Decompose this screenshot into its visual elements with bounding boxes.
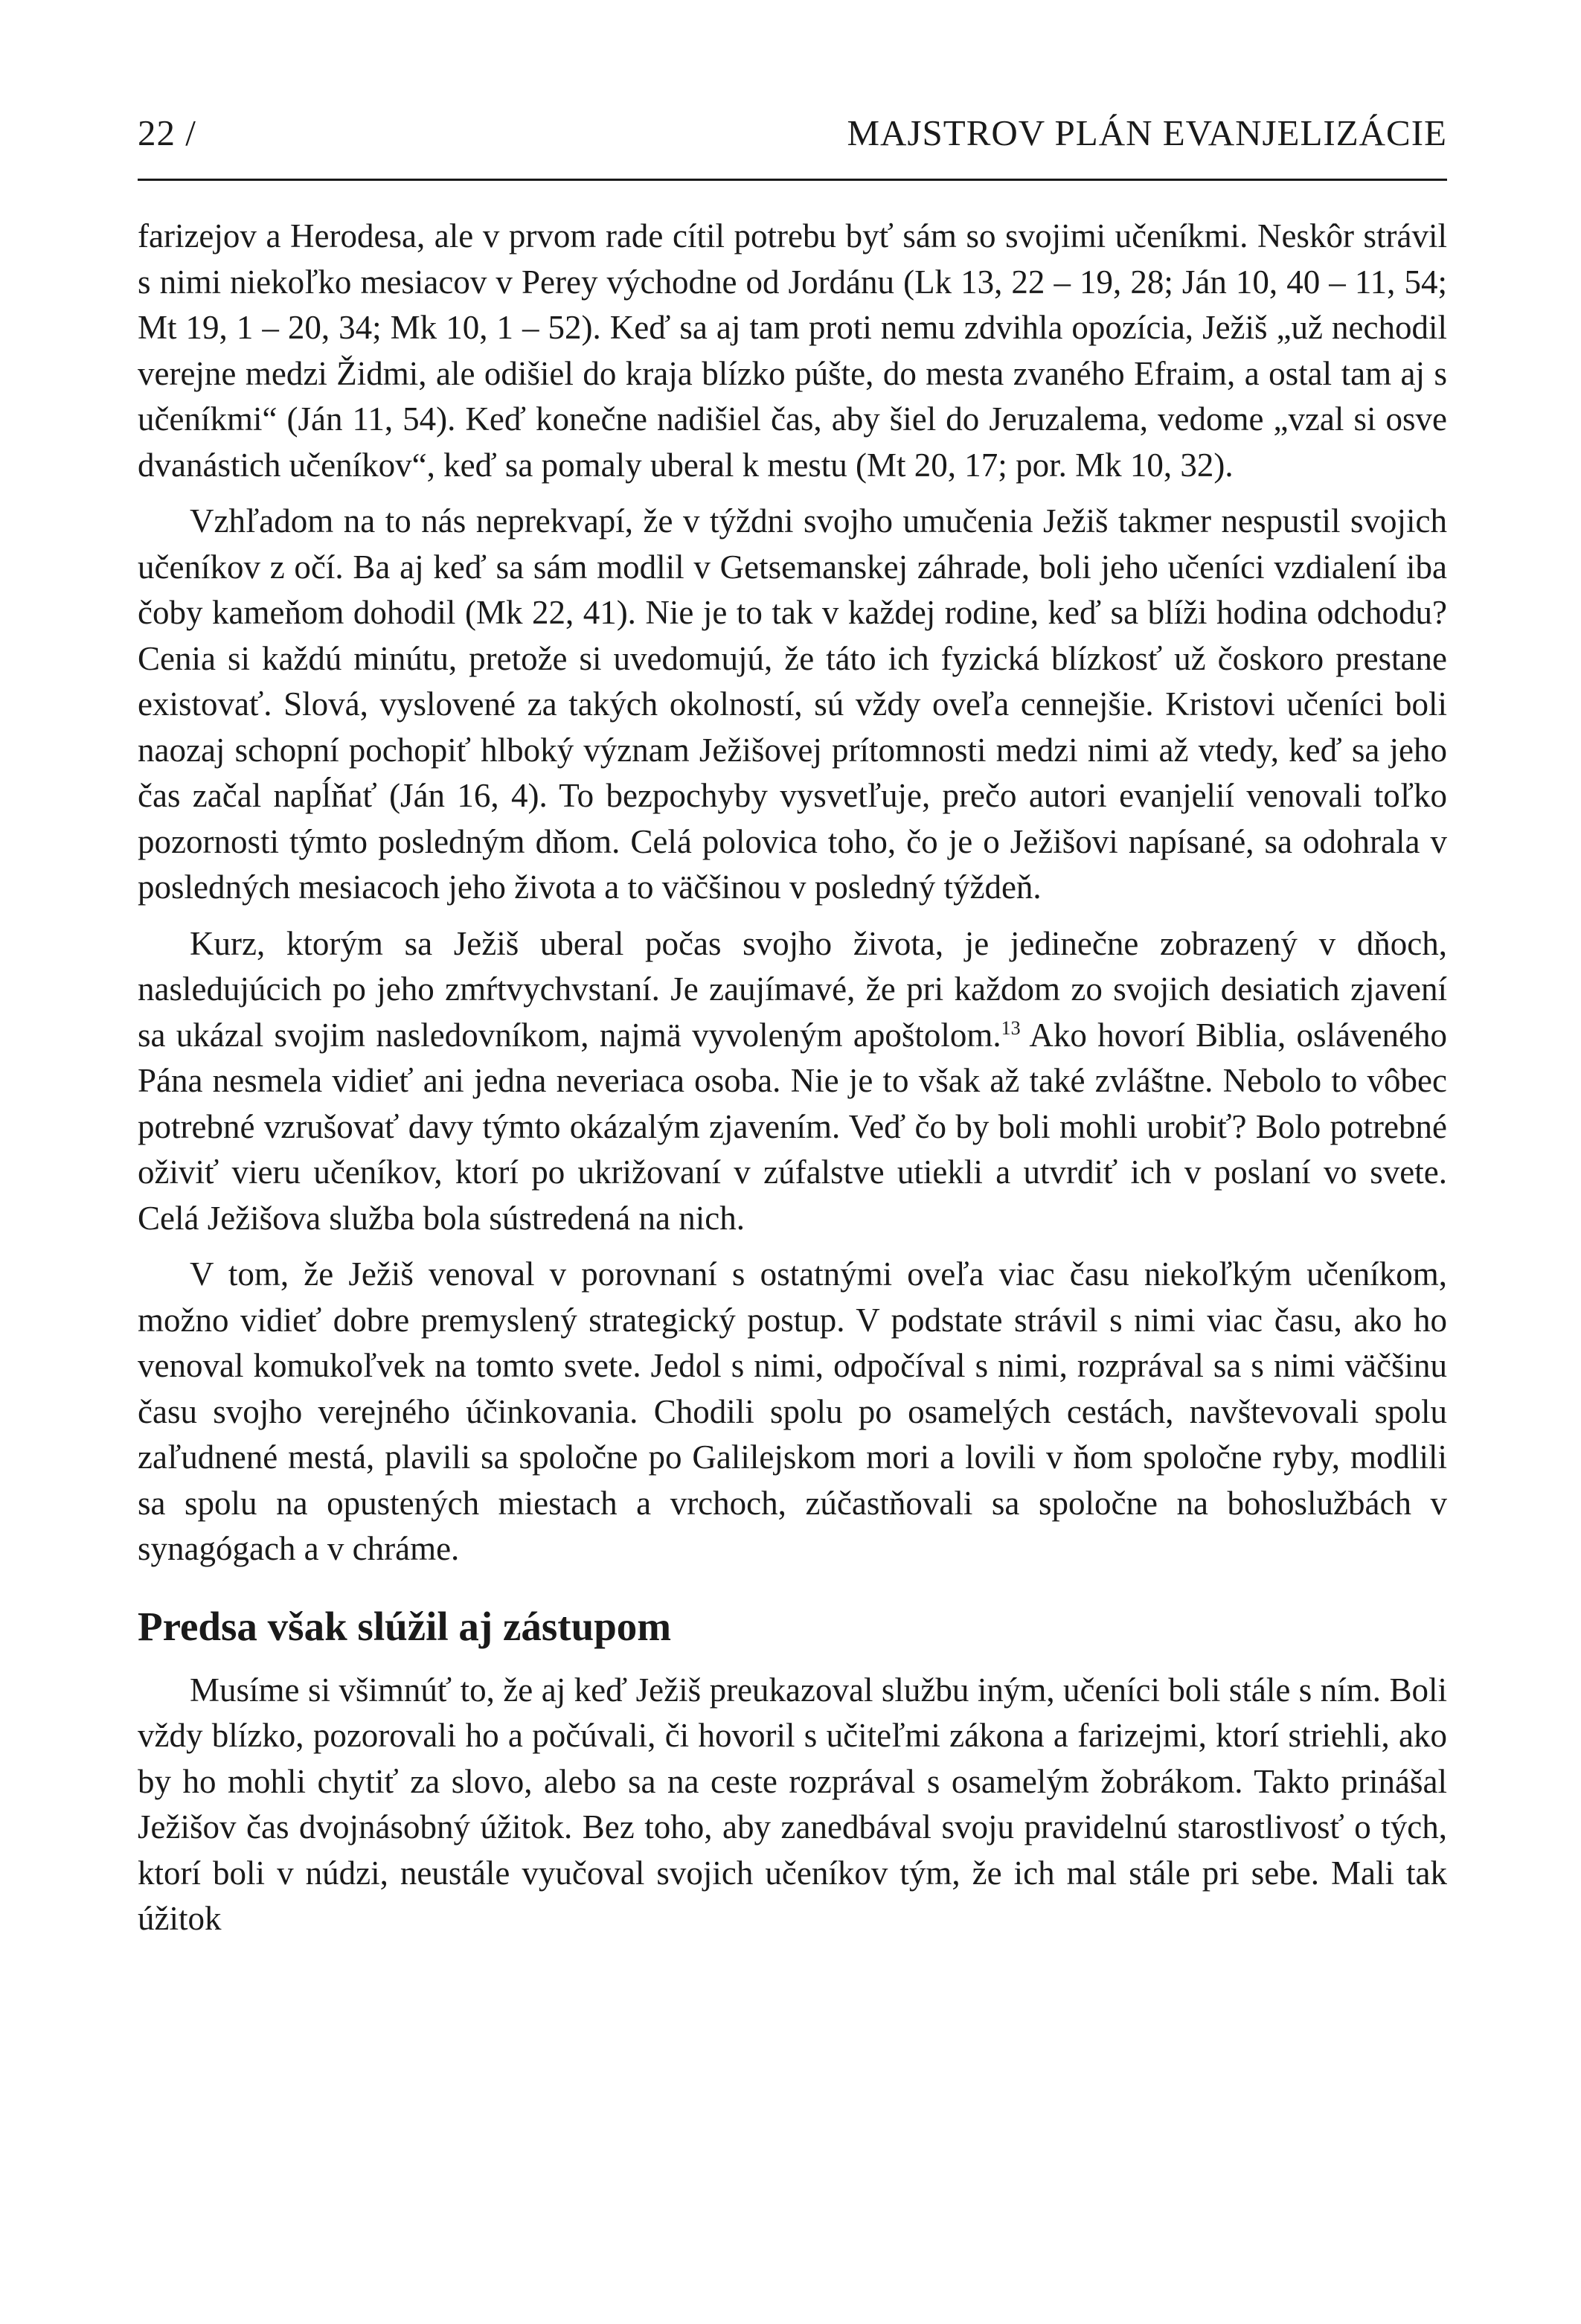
paragraph-3-text-b: Ako hovorí Biblia, osláveného Pána nesmela vidieť ani jedna neveriaca osoba. Nie je to však až také zvláštne. Nebolo to vôbec potrebné vzrušovať davy týmto okázalým zjavením. Veď čo by boli mohli urobiť? Bolo potrebné oživiť vieru učeníkov, ktorí po ukrižovaní v zúfalstve utiekli a utvrdiť ich v poslaní vo svete. Celá Ježišova služba bola sústredená na nich. [138,1016,1447,1237]
paragraph-2: Vzhľadom na to nás neprekvapí, že v týždni svojho umučenia Ježiš takmer nespustil svojich učeníkov z očí. Ba aj keď sa sám modlil v Getsemanskej záhrade, boli jeho učeníci vzdialení iba čoby kameňom dohodil (Mk 22, 41). Nie je to tak v každej rodine, keď sa blíži hodina odchodu? Cenia si každú minútu, pretože si uvedomujú, že táto ich fyzická blízkosť už čoskoro prestane existovať. Slová, vyslovené za takých okolností, sú vždy oveľa cennejšie. Kristovi učeníci boli naozaj schopní pochopiť hlboký význam Ježišovej prítomnosti medzi nimi až vtedy, keď sa jeho čas začal napĺňať (Ján 16, 4). To bezpochyby vysvetľuje, prečo autori evanjelií venovali toľko pozornosti týmto posledným dňom. Celá polovica toho, čo je o Ježišovi napísané, sa odohrala v posledných mesiacoch jeho života a to väčšinou v posledný týždeň. [138,502,1447,906]
paragraph-3 [138,921,1447,1242]
running-head [138,112,1447,164]
page-number: 22 / [138,112,196,153]
paragraph-3-text-a: Kurz, ktorým sa Ježiš uberal počas svojho života, je jedinečne zobrazený v dňoch, nasledujúcich po jeho zmŕtvychvstaní. Je zaujímavé, že pri každom zo svojich desiatich zjavení sa ukázal svojim nasledovníkom, najmä vyvoleným apoštolom. [138,924,1447,1054]
body-text [138,214,1447,1942]
paragraph-4: V tom, že Ježiš venoval v porovnaní s ostatnými oveľa viac času niekoľkým učeníkom, možno vidieť dobre premyslený strategický postup. V podstate strávil s nimi viac času, ako ho venoval komukoľvek na tomto svete. Jedol s nimi, odpočíval s nimi, rozprával sa s nimi väčšinu času svojho verejného účinkovania. Chodili spolu po osamelých cestách, navštevovali spolu zaľudnené mestá, plavili sa spoločne po Galilejskom mori a lovili v ňom spoločne ryby, modlili sa spolu na opustených miestach a vrchoch, zúčastňovali sa spoločne na bohoslužbách v synagógach a v chráme. [138,1255,1447,1567]
section-heading: Predsa však slúžil aj zástupom [138,1603,672,1649]
running-title: MAJSTROV PLÁN EVANJELIZÁCIE [847,112,1447,153]
book-page [138,0,1447,2324]
header-rule [138,179,1447,181]
paragraph-1: farizejov a Herodesa, ale v prvom rade cítil potrebu byť sám so svojimi učeníkmi. Neskôr strávil s nimi niekoľko mesiacov v Perey východne od Jordánu (Lk 13, 22 – 19, 28; Ján 10, 40 – 11, 54; Mt 19, 1 – 20, 34; Mk 10, 1 – 52). Keď sa aj tam proti nemu zdvihla opozícia, Ježiš „už nechodil verejne medzi Židmi, ale odišiel do kraja blízko púšte, do mesta zvaného Efraim, a ostal tam aj s učeníkmi“ (Ján 11, 54). Keď konečne nadišiel čas, aby šiel do Jeruzalema, vedome „vzal si osve dvanástich učeníkov“, keď sa pomaly uberal k mestu (Mt 20, 17; por. Mk 10, 32). [138,217,1447,484]
paragraph-5: Musíme si všimnúť to, že aj keď Ježiš preukazoval službu iným, učeníci boli stále s ním. Boli vždy blízko, pozorovali ho a počúvali, či hovoril s učiteľmi zákona a farizejmi, ktorí striehli, ako by ho mohli chytiť za slovo, alebo sa na ceste rozprával s osamelým žobrákom. Takto prinášal Ježišov čas dvojnásobný úžitok. Bez toho, aby zanedbával svoju pravidelnú starostlivosť o tých, ktorí boli v núdzi, neustále vyučoval svojich učeníkov tým, že ich mal stále pri sebe. Mali tak úžitok [138,1671,1447,1937]
footnote-reference: 13 [1001,1017,1021,1039]
